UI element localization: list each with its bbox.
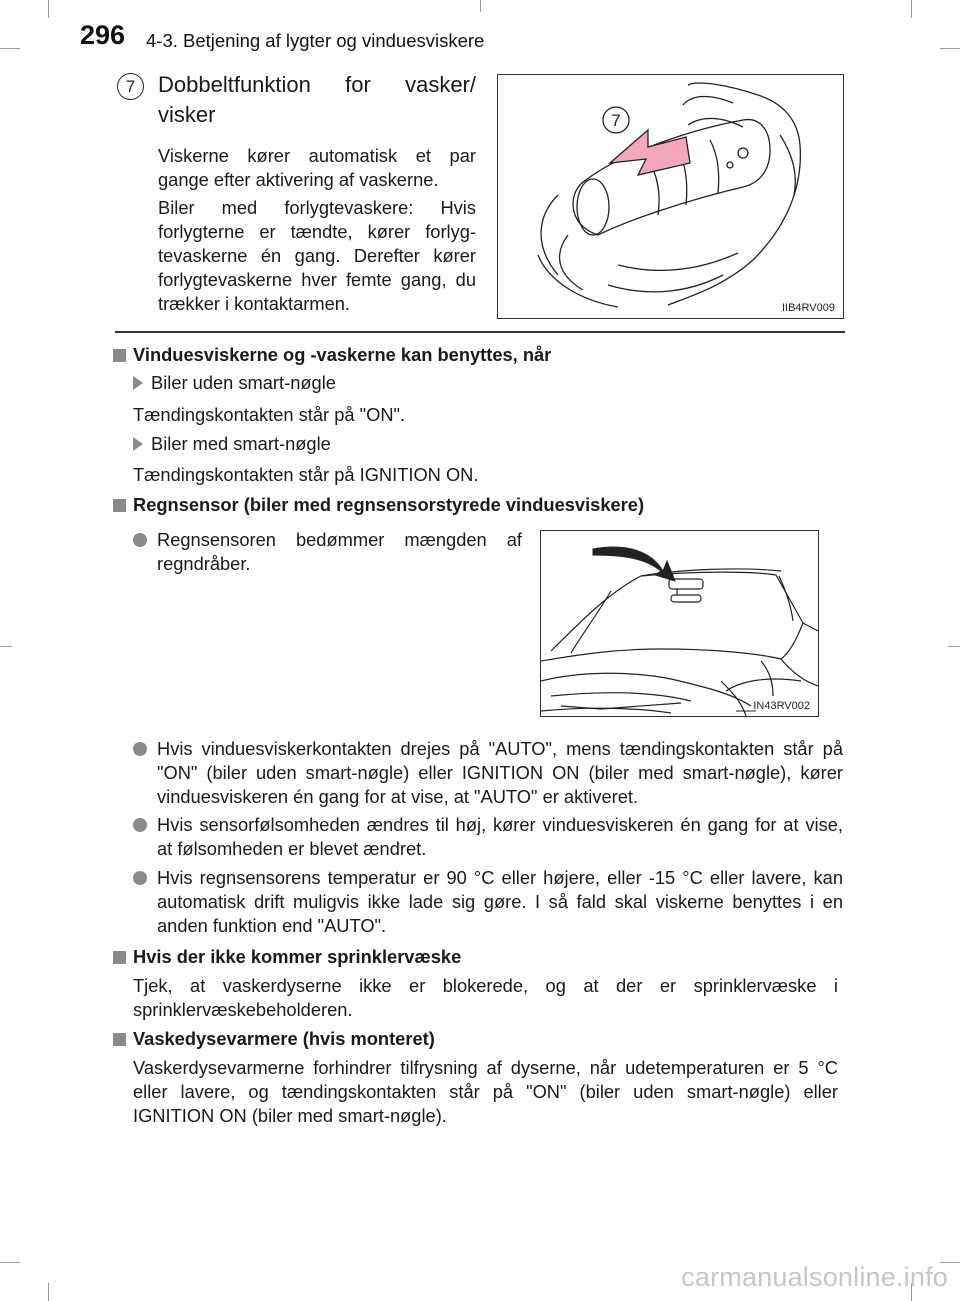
- usage-item1-text: Tændingskontakten står på "ON".: [133, 404, 406, 425]
- crop-mark: [940, 48, 960, 49]
- nozzle-heaters-text: Vaskerdysevarmerne forhindrer tilfrysning af dyserne, når udetemperaturen er 5 °C eller lavere, og tændingskontakten står på "ON" (biler uden smart-nøgle) eller IGNITION ON (biler med smart-nøgle).: [133, 1057, 838, 1126]
- section-title: 4-3. Betjening af lygter og vinduesviskere: [146, 30, 485, 51]
- no-fluid-heading: Hvis der ikke kommer sprinklervæske: [113, 945, 461, 969]
- footer-watermark[interactable]: carmanualsonline.info: [681, 1262, 948, 1292]
- rain-sensor-illustration: [540, 530, 819, 717]
- crop-mark: [948, 646, 960, 647]
- crop-mark: [48, 0, 49, 18]
- crop-mark: [0, 48, 20, 49]
- feature-headlamp-cleaner-note: Biler med forlygtevaskere: Hvis forlygterne er tændte, kører forlyg-tevaskerne én gang. Derefter kører forlygtevaskerne hver femte gang, du trækker i kontaktarmen.: [158, 197, 476, 314]
- square-bullet-icon: [113, 499, 126, 512]
- crop-mark: [480, 0, 481, 12]
- feature-title-line1: Dobbeltfunktion for vasker/: [158, 72, 476, 97]
- square-bullet-icon: [113, 349, 126, 362]
- round-bullet-icon: [133, 533, 147, 547]
- section-divider: [115, 331, 845, 333]
- crop-mark: [48, 1283, 49, 1301]
- triangle-bullet-icon: [133, 376, 143, 390]
- illustration-callout-number: 7: [611, 111, 621, 130]
- usage-item1-label: Biler uden smart-nøgle: [133, 371, 336, 395]
- triangle-bullet-icon: [133, 437, 143, 451]
- hand-pulling-lever-drawing: [498, 75, 843, 318]
- usage-item2-label: Biler med smart-nøgle: [133, 432, 331, 456]
- square-bullet-icon: [113, 1033, 126, 1046]
- windshield-sensor-drawing: [541, 531, 818, 716]
- crop-mark: [0, 1262, 20, 1263]
- feature-title-line2: visker: [158, 102, 216, 127]
- rain-sensor-heading: Regnsensor (biler med regnsensorstyrede vinduesviskere): [113, 493, 644, 517]
- crop-mark: [0, 646, 12, 647]
- no-fluid-text: Tjek, at vaskerdyserne ikke er blokerede, og at der er sprinklervæske i sprinklervæskebeholderen.: [133, 975, 838, 1020]
- usage-heading: Vinduesviskerne og -vaskerne kan benyttes, når: [113, 343, 551, 367]
- round-bullet-icon: [133, 871, 147, 885]
- feature-number-badge: 7: [117, 73, 144, 100]
- feature-description: Viskerne kører automatisk et par gange efter aktivering af vaskerne.: [158, 145, 476, 190]
- square-bullet-icon: [113, 951, 126, 964]
- image-code-label: IIB4RV009: [781, 302, 835, 314]
- round-bullet-icon: [133, 742, 147, 756]
- image-code-label: IN43RV002: [753, 700, 810, 712]
- page-number: 296: [80, 20, 126, 50]
- round-bullet-icon: [133, 818, 147, 832]
- usage-item2-text: Tændingskontakten står på IGNITION ON.: [133, 464, 479, 485]
- crop-mark: [911, 0, 912, 18]
- wiper-lever-illustration: [497, 74, 844, 319]
- nozzle-heaters-heading: Vaskedysevarmere (hvis monteret): [113, 1027, 435, 1051]
